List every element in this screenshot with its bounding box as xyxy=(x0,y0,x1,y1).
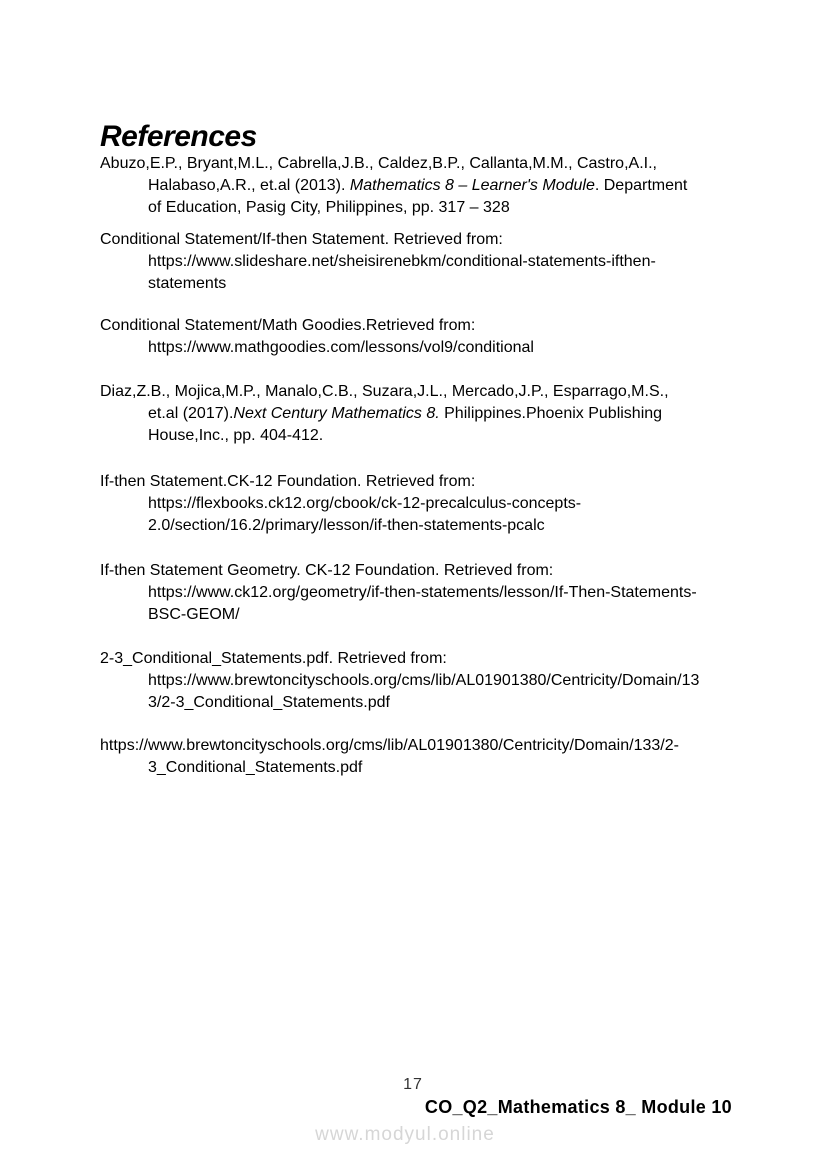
reference-text-line xyxy=(100,757,780,779)
reference-text: of Education, Pasig City, Philippines, pp. 317 – 328 xyxy=(148,199,510,216)
reference-text: Abuzo,E.P., Bryant,M.L., Cabrella,J.B., Caldez,B.P., Callanta,M.M., Castro,A.I., xyxy=(100,155,657,172)
reference-text-line xyxy=(100,515,780,537)
page-number: 17 xyxy=(403,1076,423,1093)
reference-text: Conditional Statement/Math Goodies.Retrieved from: xyxy=(100,317,476,334)
watermark-text: www.modyul.online xyxy=(315,1124,495,1145)
reference-text: . Department xyxy=(594,177,688,194)
reference-text-line xyxy=(100,692,780,714)
reference-text-line xyxy=(100,315,780,337)
reference-entry xyxy=(100,229,780,295)
reference-text-line xyxy=(100,425,780,447)
reference-entry xyxy=(100,735,780,779)
reference-text-line xyxy=(100,381,780,403)
reference-entry xyxy=(100,381,780,447)
reference-text: Halabaso,A.R., et.al (2013). xyxy=(148,177,350,194)
reference-text-line xyxy=(100,403,780,425)
reference-text: If-then Statement Geometry. CK-12 Foundation. Retrieved from: xyxy=(100,562,554,579)
reference-url-line xyxy=(100,337,780,359)
reference-title-italic: Next Century Mathematics 8. xyxy=(233,405,440,422)
reference-text: statements xyxy=(148,275,227,292)
reference-text-line xyxy=(100,604,780,626)
reference-entry xyxy=(100,471,780,537)
reference-text: House,Inc., pp. 404-412. xyxy=(148,427,324,444)
reference-entry xyxy=(100,560,780,626)
reference-entry xyxy=(100,153,780,219)
reference-entry xyxy=(100,648,780,714)
reference-url-line xyxy=(100,493,780,515)
reference-text: https://www.ck12.org/geometry/if-then-statements/lesson/If-Then-Statements- xyxy=(148,584,697,601)
reference-text-line xyxy=(100,153,780,175)
reference-text: 3/2-3_Conditional_Statements.pdf xyxy=(148,694,390,711)
reference-text-line xyxy=(100,175,780,197)
page-title: References xyxy=(100,120,257,154)
reference-text-line xyxy=(100,648,780,670)
reference-url-line xyxy=(100,582,780,604)
reference-url-line xyxy=(100,670,780,692)
reference-text: BSC-GEOM/ xyxy=(148,606,240,623)
reference-text-line xyxy=(100,273,780,295)
reference-text: https://www.mathgoodies.com/lessons/vol9/conditional xyxy=(148,339,534,356)
reference-text: 2-3_Conditional_Statements.pdf. Retrieved from: xyxy=(100,650,447,667)
references-list xyxy=(100,153,780,799)
reference-text: https://flexbooks.ck12.org/cbook/ck-12-precalculus-concepts- xyxy=(148,495,582,512)
reference-text: Diaz,Z.B., Mojica,M.P., Manalo,C.B., Suzara,J.L., Mercado,J.P., Esparrago,M.S., xyxy=(100,383,669,400)
reference-text: Conditional Statement/If-then Statement. Retrieved from: xyxy=(100,231,503,248)
reference-text-line xyxy=(100,229,780,251)
reference-text-line xyxy=(100,560,780,582)
reference-text-line xyxy=(100,197,780,219)
reference-text: If-then Statement.CK-12 Foundation. Retrieved from: xyxy=(100,473,476,490)
reference-url-line xyxy=(100,251,780,273)
reference-text: 2.0/section/16.2/primary/lesson/if-then-statements-pcalc xyxy=(148,517,545,534)
reference-text: et.al (2017). xyxy=(148,405,234,422)
reference-text: 3_Conditional_Statements.pdf xyxy=(148,759,363,776)
reference-text-line xyxy=(100,471,780,493)
reference-text: https://www.brewtoncityschools.org/cms/lib/AL01901380/Centricity/Domain/133/2- xyxy=(100,737,679,754)
reference-url-line xyxy=(100,735,780,757)
reference-entry xyxy=(100,315,780,359)
reference-text: https://www.slideshare.net/sheisirenebkm/conditional-statements-ifthen- xyxy=(148,253,656,270)
reference-text: https://www.brewtoncityschools.org/cms/lib/AL01901380/Centricity/Domain/13 xyxy=(148,672,700,689)
footer-module-label: CO_Q2_Mathematics 8_ Module 10 xyxy=(424,1097,732,1117)
reference-title-italic: Mathematics 8 – Learner's Module xyxy=(349,177,595,194)
reference-text: Philippines.Phoenix Publishing xyxy=(439,405,663,422)
